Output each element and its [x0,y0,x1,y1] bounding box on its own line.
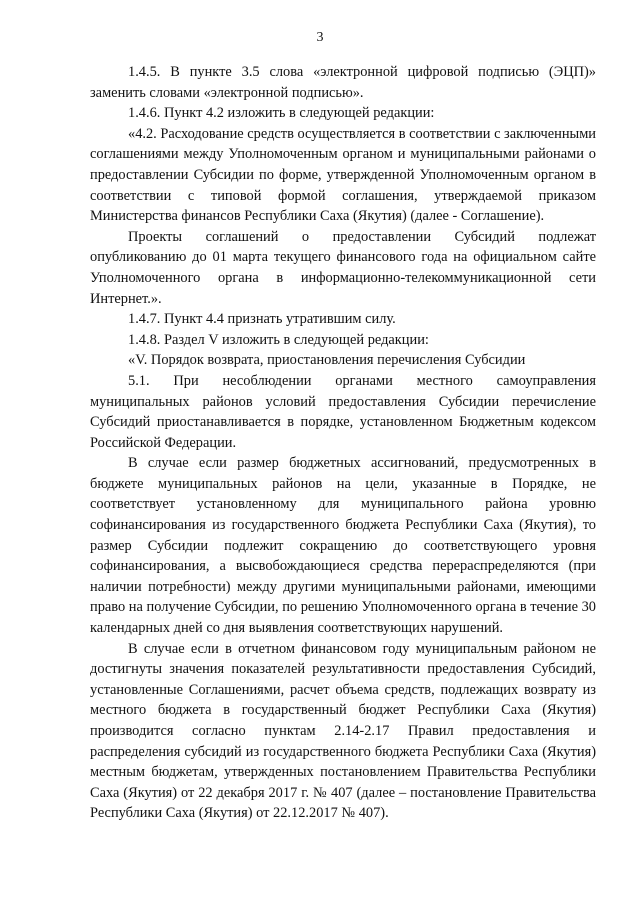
paragraph-1-4-5: 1.4.5. В пункте 3.5 слова «электронной цифровой подписью (ЭЦП)» заменить словами «электронной подписью». [90,64,596,101]
paragraph-1-4-8: 1.4.8. Раздел V изложить в следующей редакции: [128,331,429,348]
paragraph-4-2: «4.2. Расходование средств осуществляется в соответствии с заключенными соглашениями между Уполномоченным органом и муниципальными районами о предоставлении Субсидии по форме, утвержденной Уполномоченным органом в соответствии с типовой формой соглашения, утверждаемой приказом Министерства финансов Республики Саха (Якутия) (далее - Соглашение). [90,125,597,225]
paragraph-draft-agreements: Проекты соглашений о предоставлении Субсидий подлежат опубликованию до 01 марта текущего финансового года на официальном сайте Уполномоченного органа в информационно-телекоммуникационной сети Интернет.». [90,228,596,307]
paragraph-1-4-6: 1.4.6. Пункт 4.2 изложить в следующей редакции: [128,105,435,122]
paragraph-5-1: 5.1. При несоблюдении органами местного самоуправления муниципальных районов условий предоставления Субсидии перечисление Субсидий приостанавливается в порядке, установленном Бюджетным кодексом Российской Федерации. [90,372,596,451]
paragraph-performance-indicators: В случае если в отчетном финансовом году муниципальным районом не достигнуты значения показателей результативности предоставления Субсидий, установленные Соглашениями, расчет объема средств, подлежащих возврату из местного бюджета в государственный бюджет Республики Саха (Якутия) производится согласно пунктам 2.14-2.17 Правил предоставления и распределения субсидий из государственного бюджета Республики Саха (Якутия) местным бюджетам, утвержденных постановлением Правительства Республики Саха (Якутия) от 22 декабря 2017 г. № 407 (далее – постановление Правительства Республики Саха (Якутия) от 22.12.2017 № 407). [90,640,596,822]
paragraph-budget-allocations: В случае если размер бюджетных ассигнований, предусмотренных в бюджете муниципальных районов на цели, указанные в Порядке, не соответствует установленному для муниципального района уровню софинансирования из государственного бюджета Республики Саха (Якутия), то размер Субсидии подлежит сокращению до соответствующего уровня софинансирования, а высвобождающиеся средства перераспределяются (при наличии потребности) между другими муниципальными районами, имеющими право на получение Субсидии, по решению Уполномоченного органа в течение 30 календарных дней со дня выявления соответствующих нарушений. [90,455,596,637]
paragraph-1-4-7: 1.4.7. Пункт 4.4 признать утратившим силу. [128,311,396,328]
page-number: 3 [316,30,324,45]
document-body [90,62,596,824]
section-v-heading: «V. Порядок возврата, приостановления перечисления Субсидии [128,352,526,369]
